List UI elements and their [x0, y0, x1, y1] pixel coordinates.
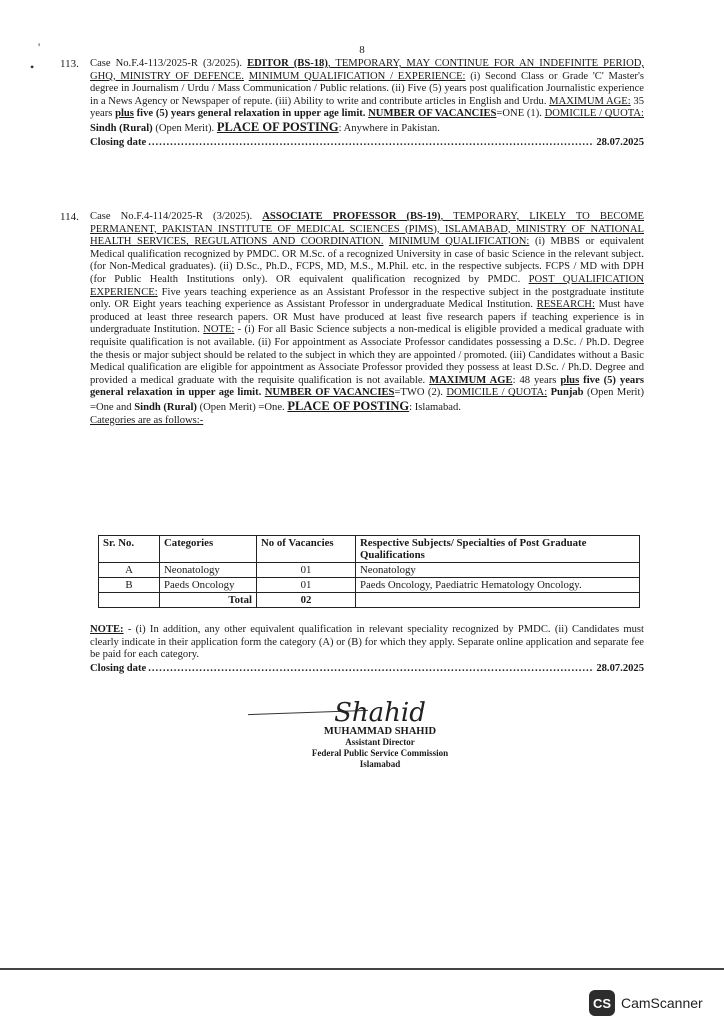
closing-label: Closing date: [90, 136, 147, 148]
case-114-vac-value: =TWO (2).: [394, 387, 443, 399]
case-114-dom-p1: Punjab: [550, 387, 584, 399]
case-113-relax: five (5) years general relaxation in upper age limit.: [136, 108, 366, 120]
table-total-row: [99, 593, 640, 608]
case-114-closing: [90, 663, 644, 676]
signature: Shahid: [334, 698, 426, 728]
closing-date: 28.07.2025: [596, 662, 644, 674]
case-113-dom-value: Sindh (Rural): [90, 122, 153, 134]
case-113-min-qual-text: (i) Second Class or Grade 'C' Master's degree in Journalism / Urdu / Mass Communication / Public relations. (ii) Five (5) years post qualification Journalistic experience in a News Agency or Newspaper of repute. (iii) Ability to write and contribute articles in English and Urdu.: [90, 70, 644, 107]
case-113-post-tail: , TEMPORARY, MAY CONTINUE FOR AN INDEFINITE PERIOD, GHQ, MINISTRY OF DEFENCE.: [90, 58, 645, 82]
case-113-plus: plus: [115, 108, 134, 120]
scan-mark: ': [38, 40, 41, 54]
table-row: [99, 563, 640, 578]
case-114-min-qual-label: MINIMUM QUALIFICATION:: [389, 236, 530, 248]
bottom-rule: [0, 968, 724, 970]
case-114-dom-p2-tail: (Open Merit) =One.: [199, 401, 285, 413]
table-header: Respective Subjects/ Specialties of Post Graduate Qualifications: [356, 536, 640, 563]
case-114-post-exp-text: Five years teaching experience as an Assistant Professor in the respective subject in the postgraduate institute only. OR Eight years teaching experience as Assistant Professor in undergraduate Medical Institution.: [90, 286, 644, 311]
case-113-dom-tail: (Open Merit).: [155, 122, 215, 134]
closing-label: Closing date: [90, 662, 147, 674]
case-114-dom-p2: Sindh (Rural): [134, 401, 197, 413]
case-114-post: ASSOCIATE PROFESSOR (BS-19): [262, 211, 441, 222]
case-114-post-exp-label: POST QUALIFICATION EXPERIENCE:: [90, 273, 644, 298]
table-cell: Neonatology: [160, 563, 257, 578]
table-cell: Paeds Oncology: [160, 578, 257, 593]
case-114-posting-value: : Islamabad.: [409, 401, 461, 413]
table-cell: [99, 593, 160, 608]
table-header-row: [99, 536, 640, 563]
table-row: [99, 578, 640, 593]
page-number: 8: [359, 44, 365, 56]
case-114-number: 114.: [60, 211, 79, 223]
table-cell: B: [99, 578, 160, 593]
dot-leader: [148, 663, 594, 676]
table-cell: Neonatology: [356, 563, 640, 578]
table-header: No of Vacancies: [257, 536, 356, 563]
case-114-research-label: RESEARCH:: [536, 299, 595, 311]
case-114-dom-label: DOMICILE / QUOTA:: [446, 387, 548, 399]
categories-table: [98, 535, 640, 608]
case-113-age-label: MAXIMUM AGE:: [549, 95, 631, 107]
case-113-min-qual-label: MINIMUM QUALIFICATION / EXPERIENCE:: [248, 70, 466, 82]
table-cell: 01: [257, 578, 356, 593]
case-114-relax: five (5) years general relaxation in upper age limit.: [90, 374, 645, 399]
case-113-ref: Case No.F.4-113/2025-R (3/2025).: [90, 58, 243, 69]
case-114: [90, 211, 644, 427]
signatory-org: Federal Public Service Commission: [311, 748, 449, 758]
case-113-number: 113.: [60, 58, 79, 70]
case-114-dom-p1-tail: (Open Merit) =One and: [90, 387, 644, 413]
case-113-age: 35 years: [90, 95, 644, 120]
case-113-posting-label: PLACE OF POSTING: [216, 119, 339, 134]
scan-mark: •: [30, 60, 35, 74]
case-114-note-2: [90, 624, 644, 675]
signatory-city: Islamabad: [359, 759, 401, 769]
note-2-text: - (i) In addition, any other equivalent qualification in relevant speciality recognized by PMDC. (ii) Candidates must clearly indicate in their application form the category (A) or (B) for which they apply. Separate online application and separate fee be paid for each category.: [90, 624, 644, 661]
table-total-value: 02: [257, 593, 356, 608]
case-114-note-label: NOTE:: [203, 324, 235, 336]
note-2-label: NOTE:: [90, 624, 124, 635]
case-114-research-text: Must have produced at least three research papers. OR Must have produced at least five research papers if teaching experience is in undergraduate Institution.: [90, 299, 644, 336]
categories-label: Categories are as follows:-: [90, 414, 204, 426]
case-113: [90, 58, 644, 149]
signatory-name: MUHAMMAD SHAHID: [323, 726, 437, 737]
signature-block: [280, 700, 480, 770]
case-114-vac-label: NUMBER OF VACANCIES: [264, 387, 395, 399]
table-cell: Paeds Oncology, Paediatric Hematology Oncology.: [356, 578, 640, 593]
case-114-post-tail: , TEMPORARY, LIKELY TO BECOME PERMANENT, PAKISTAN INSTITUTE OF MEDICAL SCIENCES (PIMS), ISLAMABAD, MINISTRY OF NATIONAL HEALTH SERVICES, REGULATIONS AND COORDINATION.: [90, 211, 645, 248]
table-cell: [356, 593, 640, 608]
case-113-vac-value: =ONE (1).: [496, 108, 542, 120]
camscanner-icon: CS: [589, 990, 615, 1016]
case-113-closing: [90, 137, 644, 150]
camscanner-watermark: [589, 990, 703, 1016]
case-114-min-qual-text: (i) MBBS or equivalent Medical qualification recognized by PMDC. OR M.Sc. of a recognized University in case of basic Science in the relevant subject. (for Non-Medical graduates). (ii) D.Sc., Ph.D., FCPS, MD, M.S., M.Phil. etc. in the respective subjects. FCPS / MD with DPH (for Public Health Institutions only). OR equivalent qualification recognized by PMDC.: [90, 236, 644, 285]
case-114-posting-label: PLACE OF POSTING: [287, 398, 410, 413]
signatory-designation: Assistant Director: [345, 737, 415, 747]
table-total-label: Total: [160, 593, 257, 608]
table-header: Sr. No.: [99, 536, 160, 563]
case-114-note-text: - (i) For all Basic Science subjects a non-medical is eligible provided a medical graduate with requisite qualification is not available. (ii) For appointment as Associate Professor candidates possessing a D.Sc. / Ph.D. Degree the thesis or major subject should be related to the subject in which they are appointed / promoted. (iii) Candidates without a Basic Medical qualification are eligible for appointment as Associate Professor provided they possess at least D.Sc. / Ph.D. Degree and provided a medical graduate with the requisite qualification is not available.: [90, 324, 645, 386]
case-114-ref: Case No.F.4-114/2025-R (3/2025).: [90, 211, 253, 222]
closing-date: 28.07.2025: [596, 136, 644, 148]
table-header: Categories: [160, 536, 257, 563]
dot-leader: [148, 137, 594, 150]
case-113-post: EDITOR (BS-18): [247, 58, 328, 69]
case-114-age-label: MAXIMUM AGE: [429, 374, 513, 386]
case-114-plus: plus: [560, 374, 580, 386]
case-113-dom-label: DOMICILE / QUOTA:: [544, 108, 644, 120]
case-114-age: : 48 years: [512, 374, 557, 386]
camscanner-label: CamScanner: [621, 995, 703, 1011]
case-113-posting-value: : Anywhere in Pakistan.: [338, 122, 440, 134]
case-113-vac-label: NUMBER OF VACANCIES: [368, 108, 497, 120]
table-cell: A: [99, 563, 160, 578]
table-cell: 01: [257, 563, 356, 578]
